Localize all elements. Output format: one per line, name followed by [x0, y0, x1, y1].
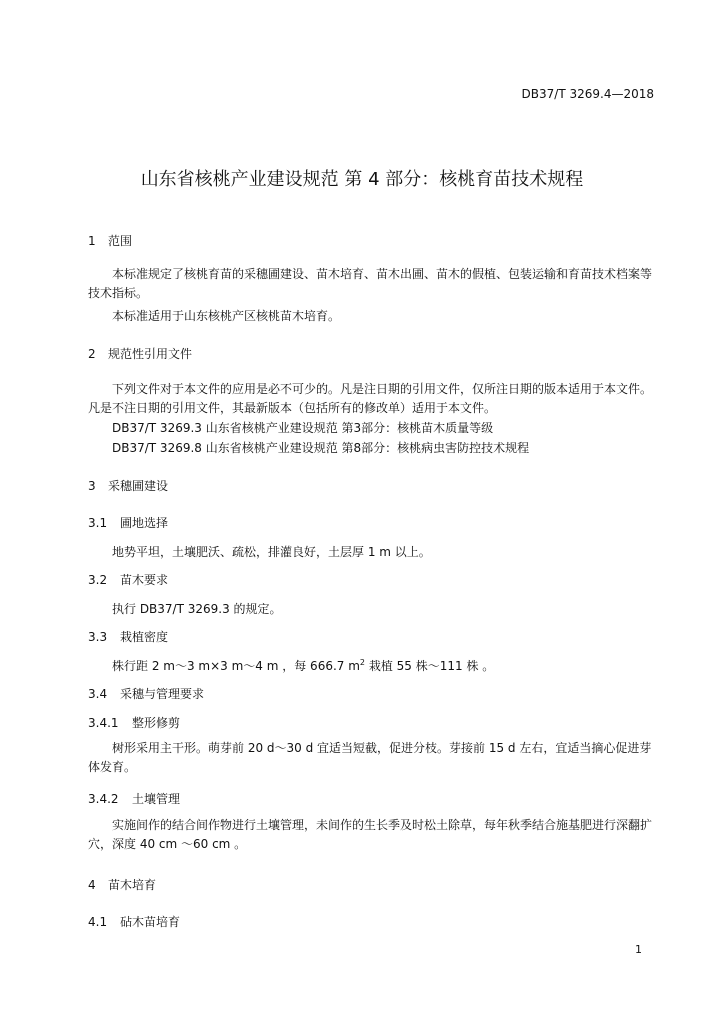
section-3-4-heading [88, 685, 204, 702]
section-number: 4 [88, 878, 96, 892]
section-number: 4.1 [88, 915, 108, 929]
section-title: 采穗与管理要求 [120, 687, 205, 701]
section-title: 范围 [108, 234, 133, 248]
section-1-paragraph-2: 本标准适用于山东核桃产区核桃苗木培育。 [112, 309, 341, 323]
section-number: 3.1 [88, 516, 108, 530]
section-3-3-heading [88, 628, 168, 645]
section-title: 砧木苗培育 [120, 915, 181, 929]
planting-density-text: 株行距 2 m～3 m×3 m～4 m ，每 666.7 m [112, 659, 360, 673]
section-title: 栽植密度 [120, 630, 169, 644]
section-number: 3.3 [88, 630, 108, 644]
section-3-2-paragraph: 执行 DB37/T 3269.3 的规定。 [112, 602, 282, 616]
section-3-heading [88, 477, 168, 494]
section-3-2-heading [88, 571, 168, 588]
section-number: 3.4.1 [88, 716, 119, 730]
section-3-4-1-heading [88, 714, 180, 731]
section-number: 3.4.2 [88, 792, 119, 806]
section-title: 苗木要求 [120, 573, 169, 587]
section-number: 3 [88, 479, 96, 493]
section-number: 3.4 [88, 687, 108, 701]
reference-item-1: DB37/T 3269.3 山东省核桃产业建设规范 第3部分：核桃苗木质量等级 [112, 421, 494, 435]
section-2-heading [88, 345, 192, 362]
section-3-1-heading [88, 514, 168, 531]
section-3-4-1-paragraph: 树形采用主干形。萌芽前 20 d～30 d 宜适当短截，促进分枝。芽接前 15 d 左右，宜适当摘心促进芽体发育。 [88, 741, 652, 774]
section-number: 3.2 [88, 573, 108, 587]
section-title: 规范性引用文件 [108, 347, 193, 361]
superscript: 2 [359, 658, 366, 667]
reference-item-2: DB37/T 3269.8 山东省核桃产业建设规范 第8部分：核桃病虫害防控技术规程 [112, 441, 530, 455]
standard-code: DB37/T 3269.4—2018 [521, 87, 654, 101]
section-4-1-heading [88, 913, 180, 930]
section-title: 采穗圃建设 [108, 479, 169, 493]
section-2-paragraph: 下列文件对于本文件的应用是必不可少的。凡是注日期的引用文件，仅所注日期的版本适用于本文件。凡是不注日期的引用文件，其最新版本（包括所有的修改单）适用于本文件。 [88, 382, 653, 415]
section-1-heading [88, 232, 132, 249]
section-title: 土壤管理 [132, 792, 181, 806]
document-title: 山东省核桃产业建设规范 第 4 部分：核桃育苗技术规程 [140, 169, 584, 190]
section-1-paragraph-1: 本标准规定了核桃育苗的采穗圃建设、苗木培育、苗木出圃、苗木的假植、包装运输和育苗技术档案等技术指标。 [88, 267, 653, 300]
section-3-4-2-heading [88, 790, 180, 807]
section-number: 2 [88, 347, 96, 361]
planting-density-text-end: 栽植 55 株～111 株 。 [365, 659, 495, 673]
section-3-3-paragraph [112, 657, 494, 674]
section-title: 苗木培育 [108, 878, 157, 892]
section-4-heading [88, 876, 156, 893]
section-title: 整形修剪 [132, 716, 181, 730]
section-3-1-paragraph: 地势平坦，土壤肥沃、疏松，排灌良好，土层厚 1 m 以上。 [112, 545, 431, 559]
section-3-4-2-paragraph: 实施间作的结合间作物进行土壤管理，未间作的生长季及时松土除草，每年秋季结合施基肥进行深翻扩穴，深度 40 cm ～60 cm 。 [88, 818, 653, 851]
section-number: 1 [88, 234, 96, 248]
page-number: 1 [635, 943, 642, 956]
section-title: 圃地选择 [120, 516, 169, 530]
